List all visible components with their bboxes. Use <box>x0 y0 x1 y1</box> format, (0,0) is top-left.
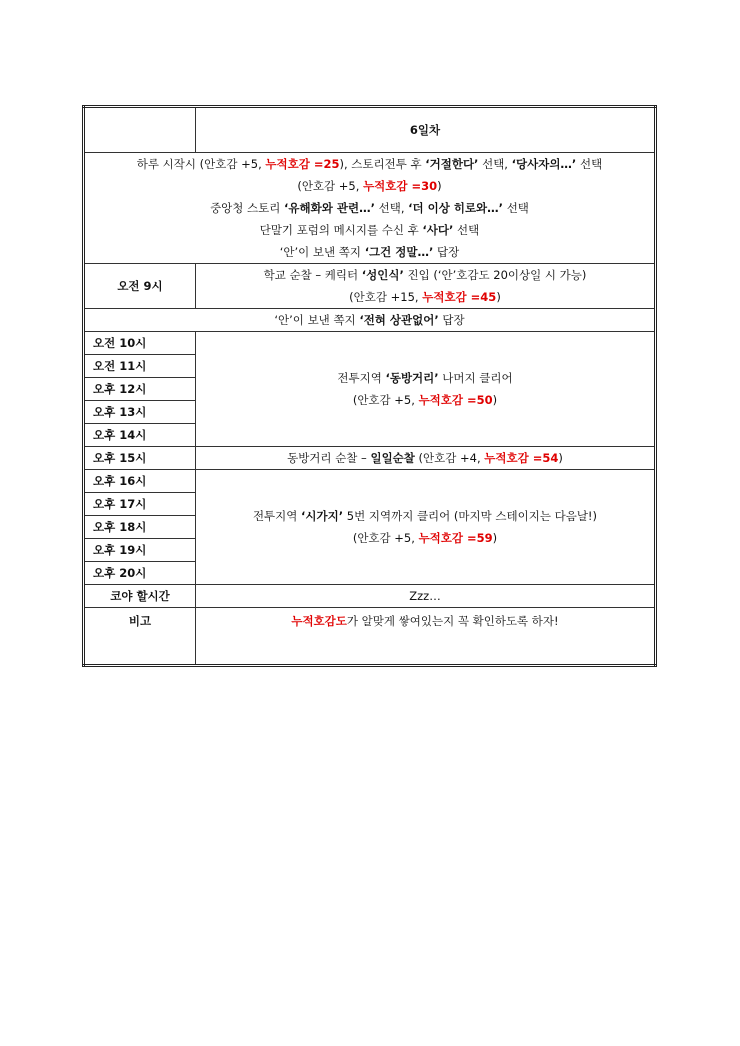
choice-text: ‘거절한다’ <box>425 157 479 171</box>
text-segment: 선택, <box>478 157 512 171</box>
affection-total: 누적호감 =59 <box>418 531 493 545</box>
time-label: 오후 16시 <box>84 470 196 493</box>
text-segment: 답장 <box>433 245 460 259</box>
choice-text: 일일순찰 <box>370 451 415 465</box>
time-label: 오전 10시 <box>84 332 196 355</box>
row-9am <box>84 264 656 309</box>
text-segment: 나머지 클리어 <box>438 371 513 385</box>
time-label: 오후 19시 <box>84 539 196 562</box>
text-segment: ‘안’이 보낸 쪽지 <box>274 313 360 327</box>
title-row <box>84 107 656 153</box>
text-segment: 중앙청 스토리 <box>210 201 285 215</box>
time-label: 오전 9시 <box>84 264 196 309</box>
time-label: 오후 12시 <box>84 378 196 401</box>
text-segment: 하루 시작시 (안호감 +5, <box>136 157 266 171</box>
content-line <box>196 505 654 527</box>
choice-text: ‘사다’ <box>422 223 454 237</box>
time-label: 오전 11시 <box>84 355 196 378</box>
text-segment: ) <box>437 179 442 193</box>
time-label: 오후 20시 <box>84 562 196 585</box>
time-label: 오후 17시 <box>84 493 196 516</box>
text-segment: (안호감 +5, <box>297 179 364 193</box>
text-segment: ) <box>558 451 563 465</box>
block1-content <box>196 332 656 447</box>
affection-total: 누적호감 =50 <box>418 393 493 407</box>
choice-text: ‘시가지’ <box>301 509 344 523</box>
affection-total: 누적호감 =54 <box>484 451 559 465</box>
note-label <box>84 608 196 666</box>
text-segment: (안호감 +15, <box>349 290 423 304</box>
choice-text: ‘동방거리’ <box>385 371 439 385</box>
note-line <box>196 608 654 634</box>
schedule-table <box>82 105 657 667</box>
note-label-text: 비고 <box>128 614 152 628</box>
text-segment: ) <box>496 290 501 304</box>
text-segment: 선택 <box>503 201 529 215</box>
text-segment: ) <box>492 393 498 407</box>
text-segment: 선택 <box>576 157 603 171</box>
time-row <box>84 332 656 355</box>
time-label: 오후 13시 <box>84 401 196 424</box>
content-line <box>196 367 654 389</box>
row-15-content <box>196 447 656 470</box>
text-segment: (안호감 +5, <box>352 531 419 545</box>
time-label: 오후 14시 <box>84 424 196 447</box>
content-line <box>196 264 654 286</box>
page-title: 6일차 <box>196 107 656 153</box>
text-segment: (안호감 +5, <box>352 393 419 407</box>
intro-cell <box>84 153 656 264</box>
text-segment: ), 스토리전투 후 <box>339 157 426 171</box>
intro-line-1 <box>85 153 654 175</box>
text-segment: 선택 <box>453 223 480 237</box>
choice-text: ‘전혀 상관없어’ <box>359 313 439 327</box>
choice-text: ‘유해화와 관련…’ <box>284 201 375 215</box>
block2-content <box>196 470 656 585</box>
note-row <box>84 608 656 666</box>
intro-row <box>84 153 656 264</box>
choice-text: ‘더 이상 히로와…’ <box>408 201 504 215</box>
text-segment: 전투지역 <box>337 371 386 385</box>
time-row <box>84 470 656 493</box>
intro-line-2 <box>85 175 654 197</box>
text-segment: 단말기 포럼의 메시지를 수신 후 <box>259 223 423 237</box>
affection-keyword: 누적호감도 <box>291 614 347 628</box>
text-segment: 진입 (‘안’호감도 20이상일 시 가능) <box>403 268 587 282</box>
affection-total: 누적호감 =25 <box>265 157 340 171</box>
sleep-row <box>84 585 656 608</box>
text-segment: ) <box>492 531 498 545</box>
intro-line-5 <box>85 241 654 263</box>
intro-line-3 <box>85 197 654 219</box>
reply-cell <box>84 309 656 332</box>
choice-text: ‘성인식’ <box>361 268 404 282</box>
row-15 <box>84 447 656 470</box>
empty-header-cell <box>84 107 196 153</box>
text-segment: 동방거리 순찰 – <box>287 451 371 465</box>
note-content <box>196 608 656 666</box>
content-line <box>196 286 654 308</box>
content-line <box>196 527 654 549</box>
time-label: 오후 18시 <box>84 516 196 539</box>
choice-text: ‘그건 정말…’ <box>364 245 434 259</box>
choice-text: ‘당사자의…’ <box>511 157 577 171</box>
content-line <box>196 389 654 411</box>
affection-total: 누적호감 =45 <box>422 290 497 304</box>
row-9am-content <box>196 264 656 309</box>
text-segment: (안호감 +4, <box>414 451 485 465</box>
intro-line-4 <box>85 219 654 241</box>
sleep-text: Zzz… <box>196 585 656 608</box>
text-segment: 선택, <box>374 201 409 215</box>
affection-total: 누적호감 =30 <box>363 179 438 193</box>
time-label: 코야 할시간 <box>84 585 196 608</box>
text-segment: ‘안’이 보낸 쪽지 <box>279 245 365 259</box>
time-label: 오후 15시 <box>84 447 196 470</box>
text-segment: 답장 <box>438 313 465 327</box>
text-segment: 학교 순찰 – 케릭터 <box>263 268 362 282</box>
reply-row <box>84 309 656 332</box>
text-segment: 전투지역 <box>252 509 302 523</box>
text-segment: 5번 지역까지 클리어 (마지막 스테이지는 다음날!) <box>343 509 598 523</box>
text-segment: 가 알맞게 쌓여있는지 꼭 확인하도록 하자! <box>346 614 559 628</box>
